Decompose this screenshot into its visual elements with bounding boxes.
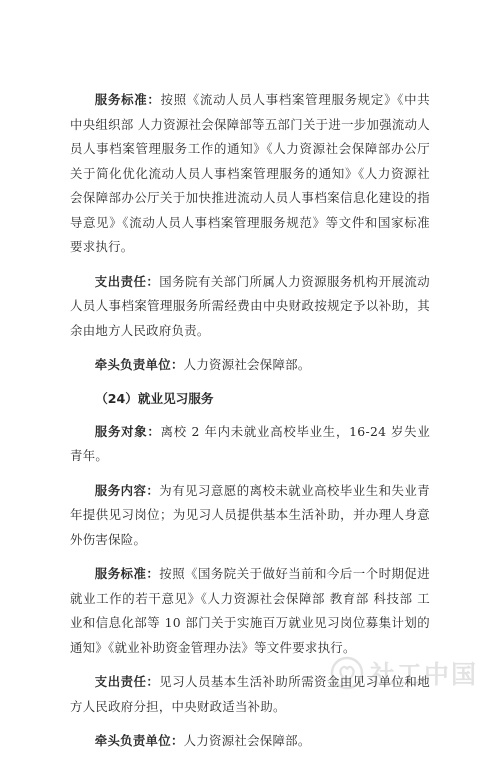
paragraph-text: 人力资源社会保障部。 — [183, 733, 311, 748]
paragraph-text: 按照《流动人员人事档案管理服务规定》《中共中央组织部 人力资源社会保障部等五部门关于进一步加强流动人员人事档案管理服务工作的通知》《人力资源社会保障部办公厅关于简化优化流动人员人事档案管理服务的通知》《人力资源社会保障部办公厅关于加快推进流动人员人事档案信息化建设的指导意见》《流动人员人事档案管理服务规范》等文件和国家标准要求执行。 — [70, 92, 430, 254]
paragraph-text: 为有见习意愿的离校未就业高校毕业生和失业青年提供见习岗位；为见习人员提供基本生活补助，并办理人身意外伤害保险。 — [70, 482, 430, 547]
watermark — [330, 655, 478, 691]
paragraph-lead-unit-2 — [70, 729, 430, 754]
paragraph-text: 按照《国务院关于做好当前和今后一个时期促进就业工作的若干意见》《人力资源社会保障部 教育部 科技部 工业和信息化部等 10 部门关于实施百万就业见习岗位募集计划的通知》《就业补助资金管理办法》等文件要求执行。 — [70, 566, 430, 655]
paragraph-text: 国务院有关部门所属人力资源服务机构开展流动人员人事档案管理服务所需经费由中央财政按规定予以补助，其余由地方人民政府负责。 — [70, 273, 430, 338]
paragraph-label: 服务对象： — [94, 423, 161, 439]
paragraph-service-content — [70, 479, 430, 553]
paragraph-expenditure-responsibility — [70, 270, 430, 344]
watermark-text: 社工中国 — [369, 660, 478, 689]
paragraph-service-standard — [70, 88, 430, 260]
paragraph-label: 支出责任： — [94, 273, 160, 289]
paragraph-label: 牵头负责单位： — [94, 733, 184, 748]
paragraph-label: 服务内容： — [94, 482, 160, 498]
paragraph-label: 牵头负责单位： — [94, 357, 184, 372]
paragraph-text: 离校 2 年内未就业高校毕业生，16-24 岁失业青年。 — [70, 423, 431, 463]
heart-hands-logo-icon — [330, 656, 364, 690]
paragraph-label: 支出责任： — [94, 674, 160, 689]
paragraph-label: 服务标准： — [94, 92, 161, 107]
paragraph-service-target — [70, 420, 430, 469]
paragraph-lead-unit — [70, 353, 430, 378]
paragraph-text: 见习人员基本生活补助所需资金由见习单位和地方人民政府分担，中央财政适当补助。 — [70, 674, 430, 714]
section-heading: （24）就业见习服务 — [95, 390, 214, 406]
paragraph-service-standard-2 — [70, 562, 430, 660]
paragraph-label: 服务标准： — [94, 566, 160, 581]
paragraph-text: 人力资源社会保障部。 — [183, 357, 311, 372]
